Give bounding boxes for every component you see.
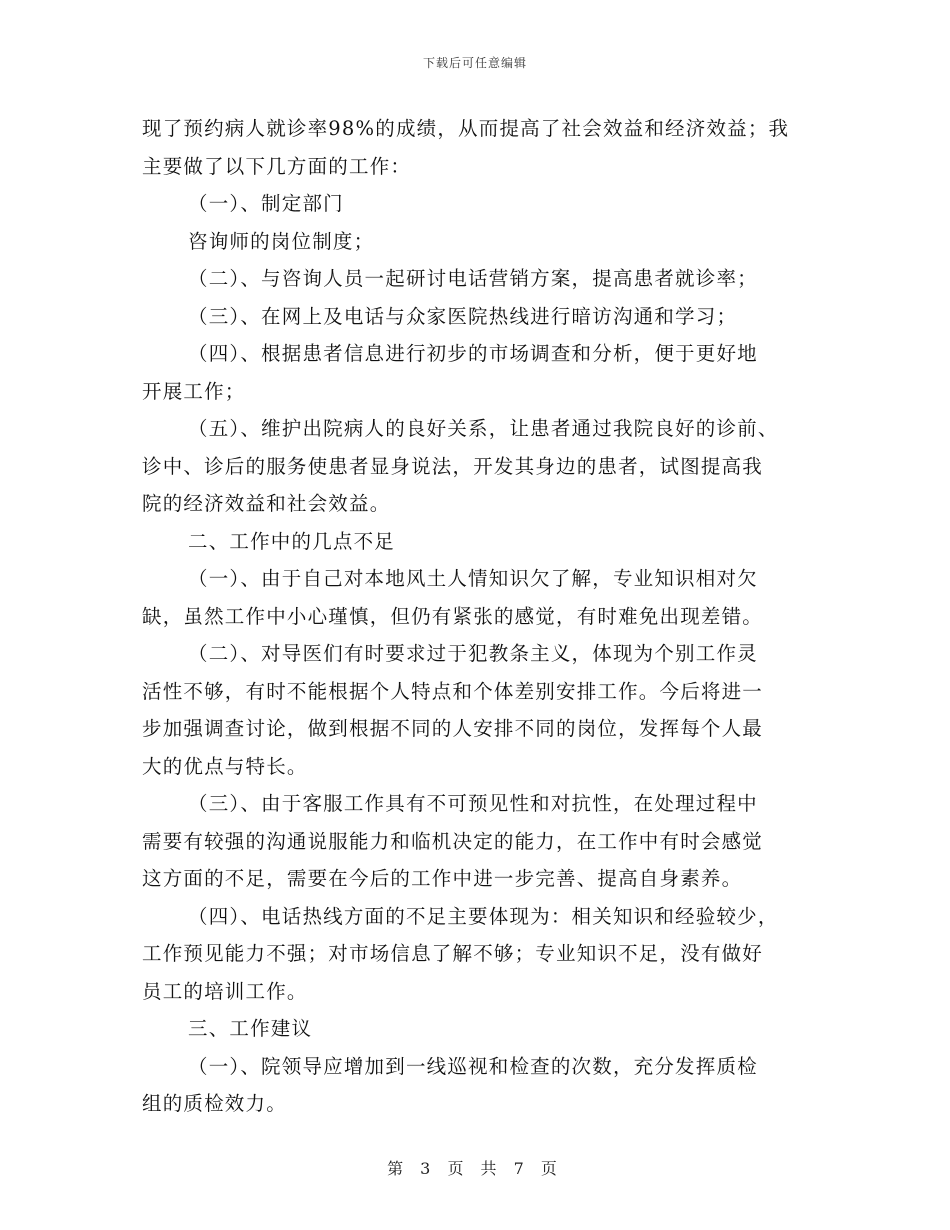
text-line: （三）、在网上及电话与众家医院热线进行暗访沟通和学习；	[188, 304, 738, 328]
text-line: 这方面的不足，需要在今后的工作中进一步完善、提高自身素养。	[142, 867, 743, 890]
section-heading: 三、工作建议	[188, 1017, 313, 1040]
text-line: 咨询师的岗位制度；	[188, 229, 375, 253]
text-line: （二）、与咨询人员一起研讨电话营销方案，提高患者就诊率；	[188, 267, 758, 290]
text-line: 现了预约病人就诊率98%的成绩，从而提高了社会效益和经济效益；我	[142, 117, 790, 140]
section-heading: 二、工作中的几点不足	[188, 529, 396, 553]
text-line: 需要有较强的沟通说服能力和临机决定的能力，在工作中有时会感觉	[142, 829, 764, 853]
text-line: （四）、根据患者信息进行初步的市场调查和分析，便于更好地	[188, 342, 758, 365]
text-line: （一）、院领导应增加到一线巡视和检查的次数，充分发挥质检	[188, 1054, 758, 1078]
text-line: 主要做了以下几方面的工作：	[142, 154, 412, 178]
page-header: 下载后可任意编辑	[422, 56, 527, 70]
text-line: 大的优点与特长。	[142, 754, 308, 778]
text-line: （五）、维护出院病人的良好关系，让患者通过我院良好的诊前、	[188, 417, 779, 440]
text-line: （四）、电话热线方面的不足主要体现为：相关知识和经验较少，	[188, 904, 779, 928]
text-line: （二）、对导医们有时要求过于犯教条主义，体现为个别工作灵	[188, 642, 758, 665]
text-line: 诊中、诊后的服务使患者显身说法，开发其身边的患者，试图提高我	[142, 454, 764, 478]
text-line: 组的质检效力。	[142, 1092, 287, 1115]
text-line: 开展工作；	[142, 379, 246, 403]
text-line: 缺，虽然工作中小心瑾慎，但仍有紧张的感觉，有时难免出现差错。	[142, 604, 764, 628]
text-line: 步加强调查讨论，做到根据不同的人安排不同的岗位，发挥每个人最	[142, 717, 764, 740]
text-line: 活性不够，有时不能根据个人特点和个体差别安排工作。今后将进一	[142, 679, 764, 703]
text-line: （一）、制定部门	[188, 192, 344, 215]
text-line: （三）、由于客服工作具有不可预见性和对抗性，在处理过程中	[188, 792, 758, 815]
text-line: 工作预见能力不强；对市场信息了解不够；专业知识不足，没有做好	[142, 942, 764, 965]
text-line: 院的经济效益和社会效益。	[142, 492, 391, 515]
document-body	[142, 110, 812, 1123]
page-footer: 第 3 页 共 7 页	[387, 1159, 563, 1178]
text-line: 员工的培训工作。	[142, 979, 308, 1003]
text-line: （一）、由于自己对本地风土人情知识欠了解，专业知识相对欠	[188, 567, 758, 590]
